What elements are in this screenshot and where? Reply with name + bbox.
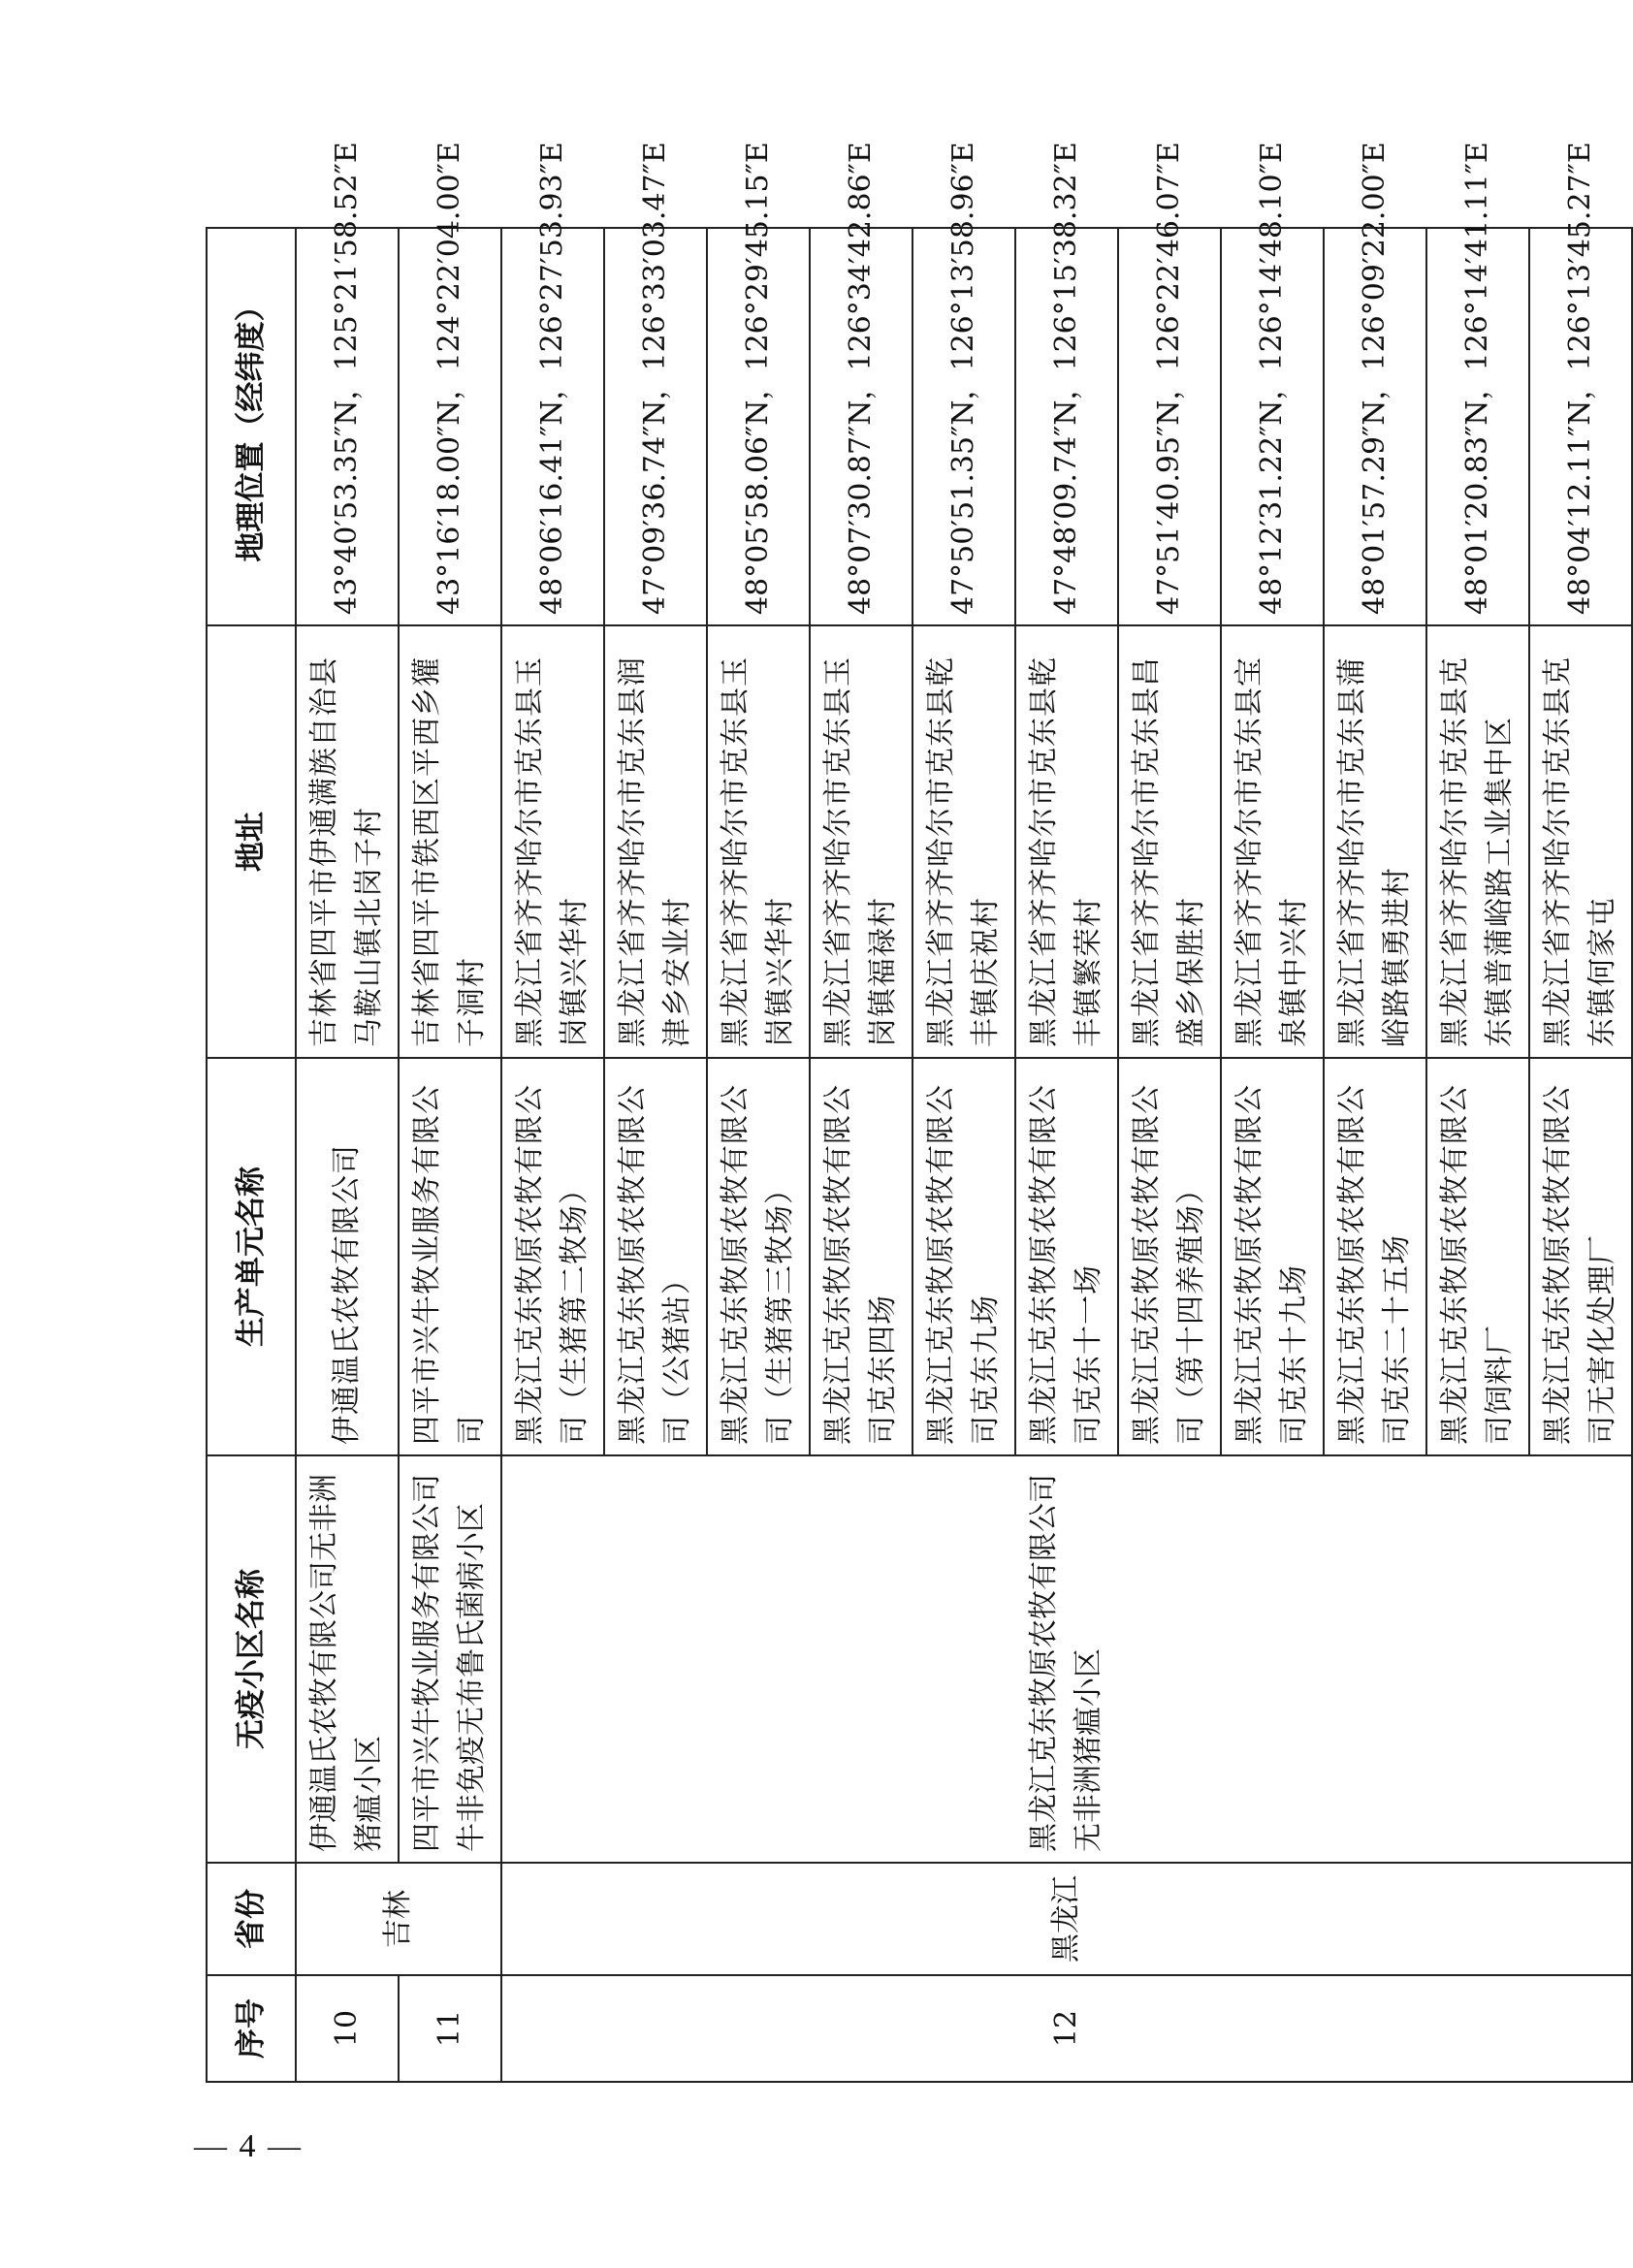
- cell-address: 黑龙江省齐齐哈尔市克东县蒲峪路镇勇进村: [1324, 625, 1426, 1058]
- cell-geo: 47°09′36.74″N，126°33′03.47″E: [604, 228, 707, 625]
- cell-unit: 黑龙江克东牧原农牧有限公司（生猪第二牧场）: [501, 1058, 604, 1455]
- header-province: 省份: [207, 1863, 296, 1975]
- cell-geo: 48°07′30.87″N，126°34′42.86″E: [810, 228, 913, 625]
- table-row: [296, 228, 399, 2082]
- cell-unit: 黑龙江克东牧原农牧有限公司（第十四养殖场）: [1118, 1058, 1221, 1455]
- disease-free-zone-table: [206, 142, 1633, 2083]
- cell-address: 黑龙江省齐齐哈尔市克东县玉岗镇福禄村: [810, 625, 913, 1058]
- header-unit: 生产单元名称: [207, 1058, 296, 1455]
- cell-address: 黑龙江省齐齐哈尔市克东县玉岗镇兴华村: [707, 625, 810, 1058]
- cell-address: 黑龙江省齐齐哈尔市克东县润津乡安业村: [604, 625, 707, 1058]
- cell-geo: 47°51′40.95″N，126°22′46.07″E: [1118, 228, 1221, 625]
- cell-geo: 48°01′20.83″N，126°14′41.11″E: [1426, 228, 1529, 625]
- cell-unit: 伊通温氏农牧有限公司: [296, 1058, 399, 1455]
- header-address: 地址: [207, 625, 296, 1058]
- cell-province: 吉林: [296, 1863, 501, 1975]
- cell-unit: 黑龙江克东牧原农牧有限公司克东九场: [913, 1058, 1015, 1455]
- header-zone: 无疫小区名称: [207, 1455, 296, 1863]
- cell-seq: 11: [399, 1975, 501, 2082]
- cell-geo: 48°04′12.11″N，126°13′45.27″E: [1529, 228, 1632, 625]
- table-row: [399, 228, 501, 2082]
- cell-geo: 47°48′09.74″N，126°15′38.32″E: [1015, 228, 1118, 625]
- table-row: [501, 228, 604, 2082]
- cell-geo: 48°01′57.29″N，126°09′22.00″E: [1324, 228, 1426, 625]
- cell-seq: 10: [296, 1975, 399, 2082]
- cell-geo: 43°16′18.00″N，124°22′04.00″E: [399, 228, 501, 625]
- page-number: — 4 —: [194, 2128, 303, 2164]
- cell-geo: 48°06′16.41″N，126°27′53.93″E: [501, 228, 604, 625]
- cell-seq: 12: [501, 1975, 1632, 2082]
- cell-zone: 黑龙江克东牧原农牧有限公司无非洲猪瘟小区: [501, 1455, 1632, 1863]
- cell-unit: 黑龙江克东牧原农牧有限公司（公猪站）: [604, 1058, 707, 1455]
- cell-geo: 47°50′51.35″N，126°13′58.96″E: [913, 228, 1015, 625]
- cell-unit: 黑龙江克东牧原农牧有限公司无害化处理厂: [1529, 1058, 1632, 1455]
- rotated-table-container: [206, 142, 1619, 2083]
- cell-address: 吉林省四平市铁西区平西乡獾子洞村: [399, 625, 501, 1058]
- cell-geo: 48°12′31.22″N，126°14′48.10″E: [1221, 228, 1324, 625]
- cell-unit: 黑龙江克东牧原农牧有限公司克东二十五场: [1324, 1058, 1426, 1455]
- cell-address: 黑龙江省齐齐哈尔市克东县昌盛乡保胜村: [1118, 625, 1221, 1058]
- cell-address: 黑龙江省齐齐哈尔市克东县克东镇何家屯: [1529, 625, 1632, 1058]
- cell-unit: 黑龙江克东牧原农牧有限公司（生猪第三牧场）: [707, 1058, 810, 1455]
- cell-geo: 43°40′53.35″N，125°21′58.52″E: [296, 228, 399, 625]
- cell-unit: 黑龙江克东牧原农牧有限公司克东十九场: [1221, 1058, 1324, 1455]
- header-seq: 序号: [207, 1975, 296, 2082]
- cell-unit: 黑龙江克东牧原农牧有限公司克东四场: [810, 1058, 913, 1455]
- cell-address: 黑龙江省齐齐哈尔市克东县乾丰镇繁荣村: [1015, 625, 1118, 1058]
- cell-unit: 黑龙江克东牧原农牧有限公司饲料厂: [1426, 1058, 1529, 1455]
- cell-address: 黑龙江省齐齐哈尔市克东县乾丰镇庆祝村: [913, 625, 1015, 1058]
- cell-address: 吉林省四平市伊通满族自治县马鞍山镇北岗子村: [296, 625, 399, 1058]
- cell-address: 黑龙江省齐齐哈尔市克东县克东镇普蒲峪路工业集中区: [1426, 625, 1529, 1058]
- cell-zone: 伊通温氏农牧有限公司无非洲猪瘟小区: [296, 1455, 399, 1863]
- cell-address: 黑龙江省齐齐哈尔市克东县宝泉镇中兴村: [1221, 625, 1324, 1058]
- cell-unit: 四平市兴牛牧业服务有限公司: [399, 1058, 501, 1455]
- header-geo: 地理位置（经纬度）: [207, 228, 296, 625]
- cell-unit: 黑龙江克东牧原农牧有限公司克东十一场: [1015, 1058, 1118, 1455]
- cell-zone: 四平市兴牛牧业服务有限公司牛非免疫无布鲁氏菌病小区: [399, 1455, 501, 1863]
- table-header-row: [207, 228, 296, 2082]
- cell-province: 黑龙江: [501, 1863, 1632, 1975]
- cell-address: 黑龙江省齐齐哈尔市克东县玉岗镇兴华村: [501, 625, 604, 1058]
- cell-geo: 48°05′58.06″N，126°29′45.15″E: [707, 228, 810, 625]
